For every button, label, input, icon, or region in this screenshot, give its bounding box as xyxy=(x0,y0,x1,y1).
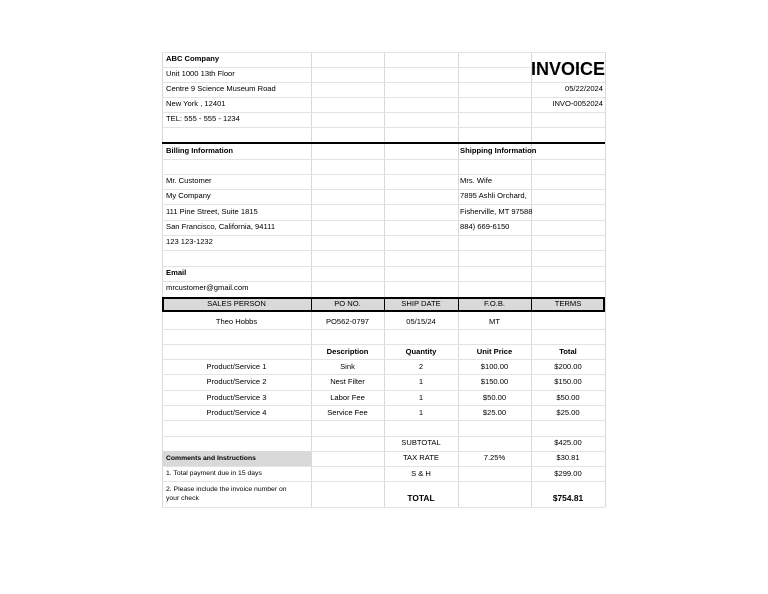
item-name: Product/Service 1 xyxy=(206,362,267,371)
items-header-total: Total xyxy=(559,347,577,356)
grid-line xyxy=(162,466,605,467)
sales-person-value: Theo Hobbs xyxy=(215,317,258,326)
comments-heading: Comments and Instructions xyxy=(166,455,256,462)
billing-line: Mr. Customer xyxy=(166,176,212,185)
items-header-description: Description xyxy=(326,347,369,356)
grid-line xyxy=(162,374,605,375)
item-quantity: 1 xyxy=(418,408,424,417)
tax-rate-value: 7.25% xyxy=(483,453,506,462)
grid-line xyxy=(162,174,605,175)
header-fob: F.O.B. xyxy=(483,299,506,308)
shipping-line: 7895 Ashli Orchard, xyxy=(460,191,527,200)
sh-value: $299.00 xyxy=(554,469,582,478)
header-po-no: PO NO. xyxy=(334,299,361,308)
company-city: New York , 12401 xyxy=(166,99,226,108)
grid-line xyxy=(162,112,605,113)
company-tel: TEL: 555 - 555 - 1234 xyxy=(166,114,240,123)
item-total: $25.00 xyxy=(556,408,580,417)
billing-line: My Company xyxy=(166,191,211,200)
grid-line xyxy=(162,52,605,53)
grid-line xyxy=(162,127,605,128)
company-name: ABC Company xyxy=(166,54,220,63)
grid-line xyxy=(162,329,605,330)
header-terms: TERMS xyxy=(554,299,582,308)
billing-heading: Billing Information xyxy=(166,146,234,155)
shipping-line: 884) 669-6150 xyxy=(460,222,510,231)
tax-value: $30.81 xyxy=(556,453,580,462)
shipping-heading: Shipping Information xyxy=(460,146,537,155)
grid-line xyxy=(162,235,605,236)
invoice-title: INVOICE xyxy=(531,59,606,79)
shipping-line: Fisherville, MT 97588 xyxy=(460,207,533,216)
grid-line xyxy=(162,390,605,391)
item-name: Product/Service 4 xyxy=(206,408,267,417)
item-total: $150.00 xyxy=(554,377,582,386)
comment-line-2a: 2. Please include the invoice number on xyxy=(166,486,287,493)
company-address-1: Unit 1000 13th Floor xyxy=(166,69,235,78)
item-description: Nest Filter xyxy=(330,377,365,386)
item-name: Product/Service 2 xyxy=(206,377,267,386)
items-header-unit-price: Unit Price xyxy=(476,347,513,356)
subtotal-value: $425.00 xyxy=(554,438,582,447)
total-label: TOTAL xyxy=(407,493,435,503)
subtotal-label: SUBTOTAL xyxy=(401,438,441,447)
billing-line: 111 Pine Street, Suite 1815 xyxy=(166,207,258,216)
item-description: Sink xyxy=(340,362,355,371)
item-unit-price: $25.00 xyxy=(482,408,507,417)
comment-line-1: 1. Total payment due in 15 days xyxy=(166,470,262,477)
item-quantity: 2 xyxy=(418,362,424,371)
item-total: $50.00 xyxy=(556,393,580,402)
item-quantity: 1 xyxy=(418,393,424,402)
grid-line xyxy=(162,204,605,205)
total-value: $754.81 xyxy=(552,493,584,503)
grid-line xyxy=(162,281,605,282)
item-name: Product/Service 3 xyxy=(206,393,267,402)
billing-line: San Francisco, California, 94111 xyxy=(166,222,276,231)
item-description: Service Fee xyxy=(327,408,368,417)
grid-line xyxy=(162,344,605,345)
company-address-2: Centre 9 Science Museum Road xyxy=(166,84,276,93)
comment-line-2b: your check xyxy=(166,495,199,502)
items-header-quantity: Quantity xyxy=(405,347,437,356)
grid-line xyxy=(458,52,459,507)
grid-line xyxy=(162,97,605,98)
grid-line xyxy=(162,405,605,406)
tax-rate-label: TAX RATE xyxy=(402,453,439,462)
item-total: $200.00 xyxy=(554,362,582,371)
invoice-sheet xyxy=(162,52,605,507)
grid-line xyxy=(162,220,605,221)
header-sales-person: SALES PERSON xyxy=(207,299,266,308)
billing-line: 123 123-1232 xyxy=(166,237,213,246)
grid-line xyxy=(162,481,605,482)
item-unit-price: $50.00 xyxy=(482,393,507,402)
grid-line xyxy=(311,52,312,507)
email-label: Email xyxy=(166,268,187,277)
header-ship-date: SHIP DATE xyxy=(401,299,441,308)
grid-line xyxy=(162,52,163,507)
item-unit-price: $150.00 xyxy=(480,377,509,386)
item-quantity: 1 xyxy=(418,377,424,386)
grid-line xyxy=(162,359,605,360)
shipping-line: Mrs. Wife xyxy=(460,176,493,185)
invoice-date: 05/22/2024 xyxy=(564,84,603,93)
sh-label: S & H xyxy=(411,469,431,478)
email-value[interactable]: mrcustomer@gmail.com xyxy=(166,283,249,292)
section-divider xyxy=(162,142,605,144)
grid-line xyxy=(162,250,605,251)
grid-line xyxy=(162,266,605,267)
grid-line xyxy=(162,507,605,508)
grid-line xyxy=(162,436,605,437)
invoice-number: INVO-0052024 xyxy=(552,99,603,108)
item-description: Labor Fee xyxy=(330,393,365,402)
po-no-value: PO562-0797 xyxy=(325,317,370,326)
grid-line xyxy=(162,159,605,160)
grid-line xyxy=(605,52,606,507)
grid-line xyxy=(162,82,605,83)
ship-date-value: 05/15/24 xyxy=(406,317,436,326)
fob-value: MT xyxy=(489,317,500,326)
grid-line xyxy=(162,420,605,421)
item-unit-price: $100.00 xyxy=(480,362,509,371)
grid-line xyxy=(162,189,605,190)
